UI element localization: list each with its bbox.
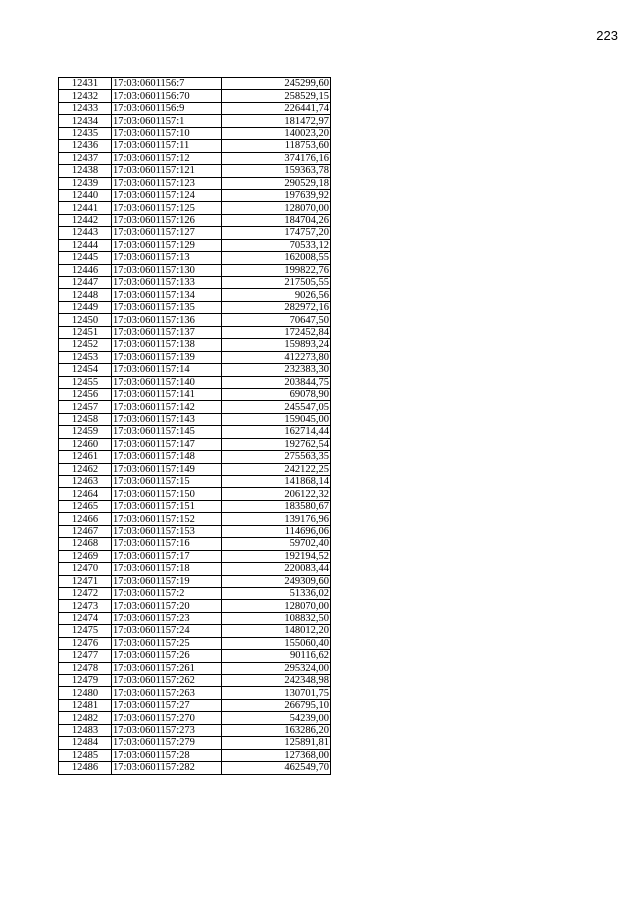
value-cell: 127368,00 bbox=[222, 749, 331, 761]
row-number: 12468 bbox=[59, 538, 112, 550]
value-cell: 245299,60 bbox=[222, 78, 331, 90]
table-row bbox=[59, 525, 331, 537]
row-number: 12453 bbox=[59, 351, 112, 363]
table-row bbox=[59, 189, 331, 201]
cadastral-number: 17:03:0601157:27 bbox=[112, 699, 222, 711]
row-number: 12463 bbox=[59, 476, 112, 488]
table-row bbox=[59, 712, 331, 724]
cadastral-number: 17:03:0601157:130 bbox=[112, 264, 222, 276]
row-number: 12465 bbox=[59, 500, 112, 512]
cadastral-number: 17:03:0601157:261 bbox=[112, 662, 222, 674]
cadastral-number: 17:03:0601157:134 bbox=[112, 289, 222, 301]
row-number: 12433 bbox=[59, 102, 112, 114]
cadastral-number: 17:03:0601157:279 bbox=[112, 737, 222, 749]
row-number: 12443 bbox=[59, 227, 112, 239]
row-number: 12470 bbox=[59, 563, 112, 575]
row-number: 12472 bbox=[59, 587, 112, 599]
table-row bbox=[59, 152, 331, 164]
value-cell: 232383,30 bbox=[222, 364, 331, 376]
table-row bbox=[59, 115, 331, 127]
row-number: 12479 bbox=[59, 675, 112, 687]
value-cell: 54239,00 bbox=[222, 712, 331, 724]
row-number: 12436 bbox=[59, 140, 112, 152]
value-cell: 197639,92 bbox=[222, 189, 331, 201]
cadastral-number: 17:03:0601157:129 bbox=[112, 239, 222, 251]
row-number: 12445 bbox=[59, 252, 112, 264]
value-cell: 199822,76 bbox=[222, 264, 331, 276]
cadastral-number: 17:03:0601157:123 bbox=[112, 177, 222, 189]
table-row bbox=[59, 749, 331, 761]
value-cell: 118753,60 bbox=[222, 140, 331, 152]
table-row bbox=[59, 177, 331, 189]
row-number: 12476 bbox=[59, 637, 112, 649]
table-row bbox=[59, 90, 331, 102]
value-cell: 242348,98 bbox=[222, 675, 331, 687]
row-number: 12480 bbox=[59, 687, 112, 699]
row-number: 12454 bbox=[59, 364, 112, 376]
table-row bbox=[59, 762, 331, 774]
row-number: 12440 bbox=[59, 189, 112, 201]
table-row bbox=[59, 575, 331, 587]
row-number: 12473 bbox=[59, 600, 112, 612]
row-number: 12438 bbox=[59, 165, 112, 177]
table-row bbox=[59, 687, 331, 699]
value-cell: 141868,14 bbox=[222, 476, 331, 488]
value-cell: 192762,54 bbox=[222, 438, 331, 450]
cadastral-number: 17:03:0601157:25 bbox=[112, 637, 222, 649]
row-number: 12442 bbox=[59, 214, 112, 226]
cadastral-number: 17:03:0601157:26 bbox=[112, 650, 222, 662]
table-row bbox=[59, 214, 331, 226]
table-row bbox=[59, 737, 331, 749]
value-cell: 70533,12 bbox=[222, 239, 331, 251]
cadastral-number: 17:03:0601157:141 bbox=[112, 388, 222, 400]
cadastral-number: 17:03:0601157:1 bbox=[112, 115, 222, 127]
row-number: 12483 bbox=[59, 724, 112, 736]
row-number: 12482 bbox=[59, 712, 112, 724]
cadastral-number: 17:03:0601157:12 bbox=[112, 152, 222, 164]
cadastral-number: 17:03:0601157:18 bbox=[112, 563, 222, 575]
value-cell: 249309,60 bbox=[222, 575, 331, 587]
cadastral-number: 17:03:0601156:7 bbox=[112, 78, 222, 90]
cadastral-number: 17:03:0601157:140 bbox=[112, 376, 222, 388]
row-number: 12451 bbox=[59, 326, 112, 338]
value-cell: 412273,80 bbox=[222, 351, 331, 363]
row-number: 12474 bbox=[59, 612, 112, 624]
value-cell: 9026,56 bbox=[222, 289, 331, 301]
cadastral-number: 17:03:0601157:121 bbox=[112, 165, 222, 177]
cadastral-number: 17:03:0601157:125 bbox=[112, 202, 222, 214]
value-cell: 172452,84 bbox=[222, 326, 331, 338]
row-number: 12486 bbox=[59, 762, 112, 774]
value-cell: 148012,20 bbox=[222, 625, 331, 637]
cadastral-number: 17:03:0601157:13 bbox=[112, 252, 222, 264]
row-number: 12484 bbox=[59, 737, 112, 749]
table-row bbox=[59, 277, 331, 289]
cadastral-number: 17:03:0601157:127 bbox=[112, 227, 222, 239]
cadastral-number: 17:03:0601157:143 bbox=[112, 413, 222, 425]
table-row bbox=[59, 140, 331, 152]
cadastral-number: 17:03:0601157:2 bbox=[112, 587, 222, 599]
row-number: 12446 bbox=[59, 264, 112, 276]
table-row bbox=[59, 376, 331, 388]
cadastral-number: 17:03:0601157:135 bbox=[112, 301, 222, 313]
table-row bbox=[59, 351, 331, 363]
table-row bbox=[59, 426, 331, 438]
cadastral-number: 17:03:0601157:24 bbox=[112, 625, 222, 637]
table-row bbox=[59, 239, 331, 251]
table-row bbox=[59, 289, 331, 301]
cadastral-number: 17:03:0601157:145 bbox=[112, 426, 222, 438]
value-cell: 51336,02 bbox=[222, 587, 331, 599]
row-number: 12447 bbox=[59, 277, 112, 289]
cadastral-number: 17:03:0601157:270 bbox=[112, 712, 222, 724]
value-cell: 128070,00 bbox=[222, 202, 331, 214]
table-row bbox=[59, 413, 331, 425]
value-cell: 226441,74 bbox=[222, 102, 331, 114]
cadastral-number: 17:03:0601157:19 bbox=[112, 575, 222, 587]
table-row bbox=[59, 476, 331, 488]
cadastral-number: 17:03:0601157:23 bbox=[112, 612, 222, 624]
cadastral-number: 17:03:0601157:15 bbox=[112, 476, 222, 488]
row-number: 12464 bbox=[59, 488, 112, 500]
cadastral-number: 17:03:0601157:124 bbox=[112, 189, 222, 201]
table-row bbox=[59, 314, 331, 326]
value-cell: 282972,16 bbox=[222, 301, 331, 313]
value-cell: 183580,67 bbox=[222, 500, 331, 512]
table-row bbox=[59, 364, 331, 376]
table-row bbox=[59, 662, 331, 674]
value-cell: 162008,55 bbox=[222, 252, 331, 264]
table-row bbox=[59, 252, 331, 264]
cadastral-number: 17:03:0601157:151 bbox=[112, 500, 222, 512]
cadastral-number: 17:03:0601157:263 bbox=[112, 687, 222, 699]
table-row bbox=[59, 326, 331, 338]
table-row bbox=[59, 127, 331, 139]
value-cell: 162714,44 bbox=[222, 426, 331, 438]
value-cell: 69078,90 bbox=[222, 388, 331, 400]
row-number: 12469 bbox=[59, 550, 112, 562]
row-number: 12458 bbox=[59, 413, 112, 425]
value-cell: 245547,05 bbox=[222, 401, 331, 413]
value-cell: 70647,50 bbox=[222, 314, 331, 326]
cadastral-number: 17:03:0601157:153 bbox=[112, 525, 222, 537]
table-row bbox=[59, 388, 331, 400]
cadastral-number: 17:03:0601157:11 bbox=[112, 140, 222, 152]
value-cell: 163286,20 bbox=[222, 724, 331, 736]
table-row bbox=[59, 401, 331, 413]
value-cell: 184704,26 bbox=[222, 214, 331, 226]
value-cell: 181472,97 bbox=[222, 115, 331, 127]
table-row bbox=[59, 202, 331, 214]
cadastral-number: 17:03:0601157:142 bbox=[112, 401, 222, 413]
row-number: 12448 bbox=[59, 289, 112, 301]
cadastral-number: 17:03:0601157:148 bbox=[112, 451, 222, 463]
value-cell: 159893,24 bbox=[222, 339, 331, 351]
value-cell: 192194,52 bbox=[222, 550, 331, 562]
value-cell: 159363,78 bbox=[222, 165, 331, 177]
cadastral-number: 17:03:0601157:10 bbox=[112, 127, 222, 139]
value-cell: 140023,20 bbox=[222, 127, 331, 139]
row-number: 12478 bbox=[59, 662, 112, 674]
table-row bbox=[59, 227, 331, 239]
table-row bbox=[59, 264, 331, 276]
row-number: 12437 bbox=[59, 152, 112, 164]
value-cell: 290529,18 bbox=[222, 177, 331, 189]
row-number: 12475 bbox=[59, 625, 112, 637]
value-cell: 128070,00 bbox=[222, 600, 331, 612]
table-row bbox=[59, 500, 331, 512]
cadastral-number: 17:03:0601157:20 bbox=[112, 600, 222, 612]
row-number: 12452 bbox=[59, 339, 112, 351]
value-cell: 155060,40 bbox=[222, 637, 331, 649]
cadastral-number: 17:03:0601156:70 bbox=[112, 90, 222, 102]
value-cell: 220083,44 bbox=[222, 563, 331, 575]
row-number: 12456 bbox=[59, 388, 112, 400]
row-number: 12434 bbox=[59, 115, 112, 127]
value-cell: 266795,10 bbox=[222, 699, 331, 711]
table-body bbox=[59, 78, 331, 775]
value-cell: 159045,00 bbox=[222, 413, 331, 425]
table-row bbox=[59, 650, 331, 662]
cadastral-number: 17:03:0601157:262 bbox=[112, 675, 222, 687]
table-row bbox=[59, 451, 331, 463]
value-cell: 374176,16 bbox=[222, 152, 331, 164]
cadastral-number: 17:03:0601157:137 bbox=[112, 326, 222, 338]
value-cell: 114696,06 bbox=[222, 525, 331, 537]
row-number: 12461 bbox=[59, 451, 112, 463]
row-number: 12432 bbox=[59, 90, 112, 102]
cadastral-number: 17:03:0601157:152 bbox=[112, 513, 222, 525]
row-number: 12462 bbox=[59, 463, 112, 475]
row-number: 12439 bbox=[59, 177, 112, 189]
value-cell: 59702,40 bbox=[222, 538, 331, 550]
row-number: 12441 bbox=[59, 202, 112, 214]
value-cell: 139176,96 bbox=[222, 513, 331, 525]
row-number: 12444 bbox=[59, 239, 112, 251]
row-number: 12449 bbox=[59, 301, 112, 313]
row-number: 12467 bbox=[59, 525, 112, 537]
value-cell: 242122,25 bbox=[222, 463, 331, 475]
value-cell: 108832,50 bbox=[222, 612, 331, 624]
row-number: 12481 bbox=[59, 699, 112, 711]
row-number: 12471 bbox=[59, 575, 112, 587]
page-number: 223 bbox=[596, 28, 618, 43]
row-number: 12459 bbox=[59, 426, 112, 438]
table-row bbox=[59, 301, 331, 313]
cadastral-table bbox=[58, 77, 331, 775]
table-row bbox=[59, 339, 331, 351]
cadastral-number: 17:03:0601156:9 bbox=[112, 102, 222, 114]
table-row bbox=[59, 78, 331, 90]
cadastral-number: 17:03:0601157:136 bbox=[112, 314, 222, 326]
table-row bbox=[59, 513, 331, 525]
cadastral-number: 17:03:0601157:147 bbox=[112, 438, 222, 450]
row-number: 12477 bbox=[59, 650, 112, 662]
row-number: 12466 bbox=[59, 513, 112, 525]
cadastral-number: 17:03:0601157:14 bbox=[112, 364, 222, 376]
cadastral-number: 17:03:0601157:133 bbox=[112, 277, 222, 289]
cadastral-number: 17:03:0601157:16 bbox=[112, 538, 222, 550]
cadastral-number: 17:03:0601157:28 bbox=[112, 749, 222, 761]
cadastral-number: 17:03:0601157:273 bbox=[112, 724, 222, 736]
table-row bbox=[59, 550, 331, 562]
cadastral-number: 17:03:0601157:282 bbox=[112, 762, 222, 774]
row-number: 12431 bbox=[59, 78, 112, 90]
value-cell: 174757,20 bbox=[222, 227, 331, 239]
cadastral-number: 17:03:0601157:139 bbox=[112, 351, 222, 363]
value-cell: 217505,55 bbox=[222, 277, 331, 289]
table-row bbox=[59, 438, 331, 450]
table-row bbox=[59, 600, 331, 612]
table-row bbox=[59, 675, 331, 687]
row-number: 12455 bbox=[59, 376, 112, 388]
table-row bbox=[59, 463, 331, 475]
cadastral-number: 17:03:0601157:17 bbox=[112, 550, 222, 562]
value-cell: 130701,75 bbox=[222, 687, 331, 699]
table-row bbox=[59, 637, 331, 649]
row-number: 12457 bbox=[59, 401, 112, 413]
row-number: 12460 bbox=[59, 438, 112, 450]
table-row bbox=[59, 724, 331, 736]
table-row bbox=[59, 587, 331, 599]
value-cell: 125891,81 bbox=[222, 737, 331, 749]
table-row bbox=[59, 625, 331, 637]
table-row bbox=[59, 699, 331, 711]
table-row bbox=[59, 165, 331, 177]
value-cell: 275563,35 bbox=[222, 451, 331, 463]
value-cell: 295324,00 bbox=[222, 662, 331, 674]
table-row bbox=[59, 488, 331, 500]
value-cell: 90116,62 bbox=[222, 650, 331, 662]
table-row bbox=[59, 538, 331, 550]
value-cell: 206122,32 bbox=[222, 488, 331, 500]
table-row bbox=[59, 612, 331, 624]
table-row bbox=[59, 102, 331, 114]
cadastral-number: 17:03:0601157:149 bbox=[112, 463, 222, 475]
table-row bbox=[59, 563, 331, 575]
cadastral-number: 17:03:0601157:138 bbox=[112, 339, 222, 351]
row-number: 12450 bbox=[59, 314, 112, 326]
value-cell: 258529,15 bbox=[222, 90, 331, 102]
cadastral-number: 17:03:0601157:126 bbox=[112, 214, 222, 226]
cadastral-number: 17:03:0601157:150 bbox=[112, 488, 222, 500]
value-cell: 462549,70 bbox=[222, 762, 331, 774]
value-cell: 203844,75 bbox=[222, 376, 331, 388]
row-number: 12435 bbox=[59, 127, 112, 139]
row-number: 12485 bbox=[59, 749, 112, 761]
